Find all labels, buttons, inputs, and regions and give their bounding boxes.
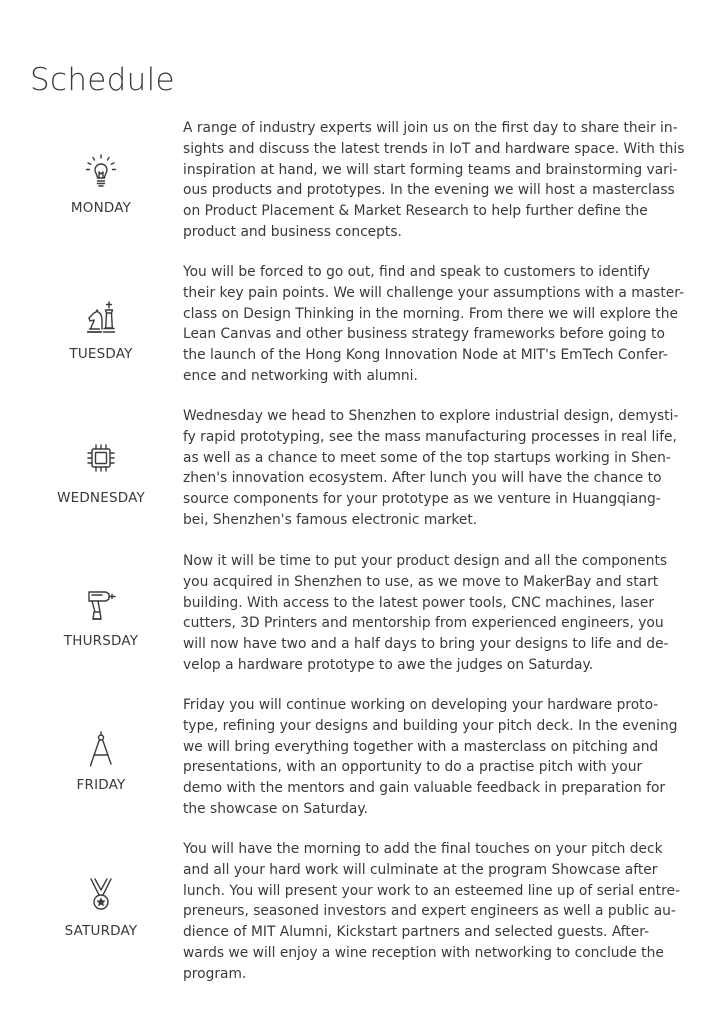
text-line: class on Design Thinking in the morning. From there we will explore the [183, 305, 678, 322]
day-label-friday: FRIDAY [76, 777, 126, 793]
day-label-wednesday: WEDNESDAY [57, 490, 145, 506]
text-line: preneurs, seasoned investors and expert engineers as well a public au- [183, 903, 676, 920]
day-block-wednesday [0, 406, 724, 536]
power-drill-icon [84, 587, 118, 623]
text-line: you acquired in Shenzhen to use, as we move to MakerBay and start [183, 573, 659, 590]
day-block-saturday [0, 839, 724, 989]
text-line: ence and networking with alumni. [183, 367, 418, 384]
text-line: fy rapid prototyping, see the mass manufacturing processes in real life, [183, 428, 677, 445]
page-title: Schedule [30, 62, 175, 98]
text-line: inspiration at hand, we will start forming teams and brainstorming vari- [183, 161, 678, 178]
day-block-tuesday [0, 262, 724, 392]
text-line: the launch of the Hong Kong Innovation Node at MIT's EmTech Confer- [183, 347, 668, 364]
text-line: A range of industry experts will join us on the first day to share their in- [183, 120, 678, 136]
day-description-friday [183, 695, 691, 820]
text-line: program. [183, 965, 247, 982]
text-line: bei, Shenzhen's famous electronic market. [183, 511, 478, 528]
text-line: the showcase on Saturday. [183, 800, 368, 817]
text-line: source components for your prototype as we venture in Huangqiang- [183, 491, 661, 508]
text-line: as well as a chance to meet some of the top startups working in Shen- [183, 449, 671, 466]
medal-icon [84, 877, 118, 913]
lightbulb-icon [84, 154, 118, 190]
day-description-wednesday [183, 406, 691, 531]
compass-icon [84, 731, 118, 767]
day-label-monday: MONDAY [70, 200, 132, 216]
text-line: on Product Placement & Market Research to help further define the [183, 203, 648, 220]
text-line: their key pain points. We will challenge your assumptions with a master- [183, 284, 685, 301]
text-line: Lean Canvas and other business strategy frameworks before going to [183, 326, 665, 343]
day-block-thursday [0, 551, 724, 681]
day-label-saturday: SATURDAY [64, 923, 138, 939]
day-description-tuesday [183, 262, 691, 387]
day-label-thursday: THURSDAY [63, 633, 139, 649]
day-description-monday [183, 118, 691, 243]
day-block-monday [0, 118, 724, 248]
text-line: type, refining your designs and building your pitch deck. In the evening [183, 717, 678, 734]
text-line: building. With access to the latest power tools, CNC machines, laser [183, 594, 655, 611]
chess-pieces-icon [84, 300, 118, 336]
text-line: sights and discuss the latest trends in IoT and hardware space. With this [183, 140, 685, 157]
day-label-tuesday: TUESDAY [69, 346, 133, 362]
text-line: cutters, 3D Printers and mentorship from experienced engineers, you [183, 615, 664, 632]
text-line: Wednesday we head to Shenzhen to explore industrial design, demysti- [183, 408, 679, 424]
day-description-thursday [183, 551, 691, 676]
text-line: Friday you will continue working on developing your hardware proto- [183, 697, 659, 713]
text-line: ous products and prototypes. In the evening we will host a masterclass [183, 182, 675, 199]
text-line: presentations, with an opportunity to do a practise pitch with your [183, 759, 643, 776]
text-line: Now it will be time to put your product design and all the components [183, 553, 668, 569]
day-description-saturday [183, 839, 691, 985]
text-line: dience of MIT Alumni, Kickstart partners and selected guests. After- [183, 924, 650, 941]
text-line: lunch. You will present your work to an esteemed line up of serial entre- [183, 882, 680, 899]
text-line: You will be forced to go out, find and speak to customers to identify [183, 264, 651, 280]
text-line: demo with the mentors and gain valuable feedback in preparation for [183, 780, 666, 797]
text-line: You will have the morning to add the final touches on your pitch deck [183, 841, 663, 857]
text-line: product and business concepts. [183, 223, 402, 240]
text-line: zhen's innovation ecosystem. After lunch you will have the chance to [183, 470, 662, 487]
text-line: velop a hardware prototype to awe the judges on Saturday. [183, 656, 594, 673]
text-line: we will bring everything together with a masterclass on pitching and [183, 738, 659, 755]
day-block-friday [0, 695, 724, 825]
text-line: will now have two and a half days to bring your designs to life and de- [183, 636, 669, 653]
microchip-icon [84, 440, 118, 476]
text-line: and all your hard work will culminate at the program Showcase after [183, 861, 658, 878]
text-line: wards we will enjoy a wine reception with networking to conclude the [183, 944, 664, 961]
